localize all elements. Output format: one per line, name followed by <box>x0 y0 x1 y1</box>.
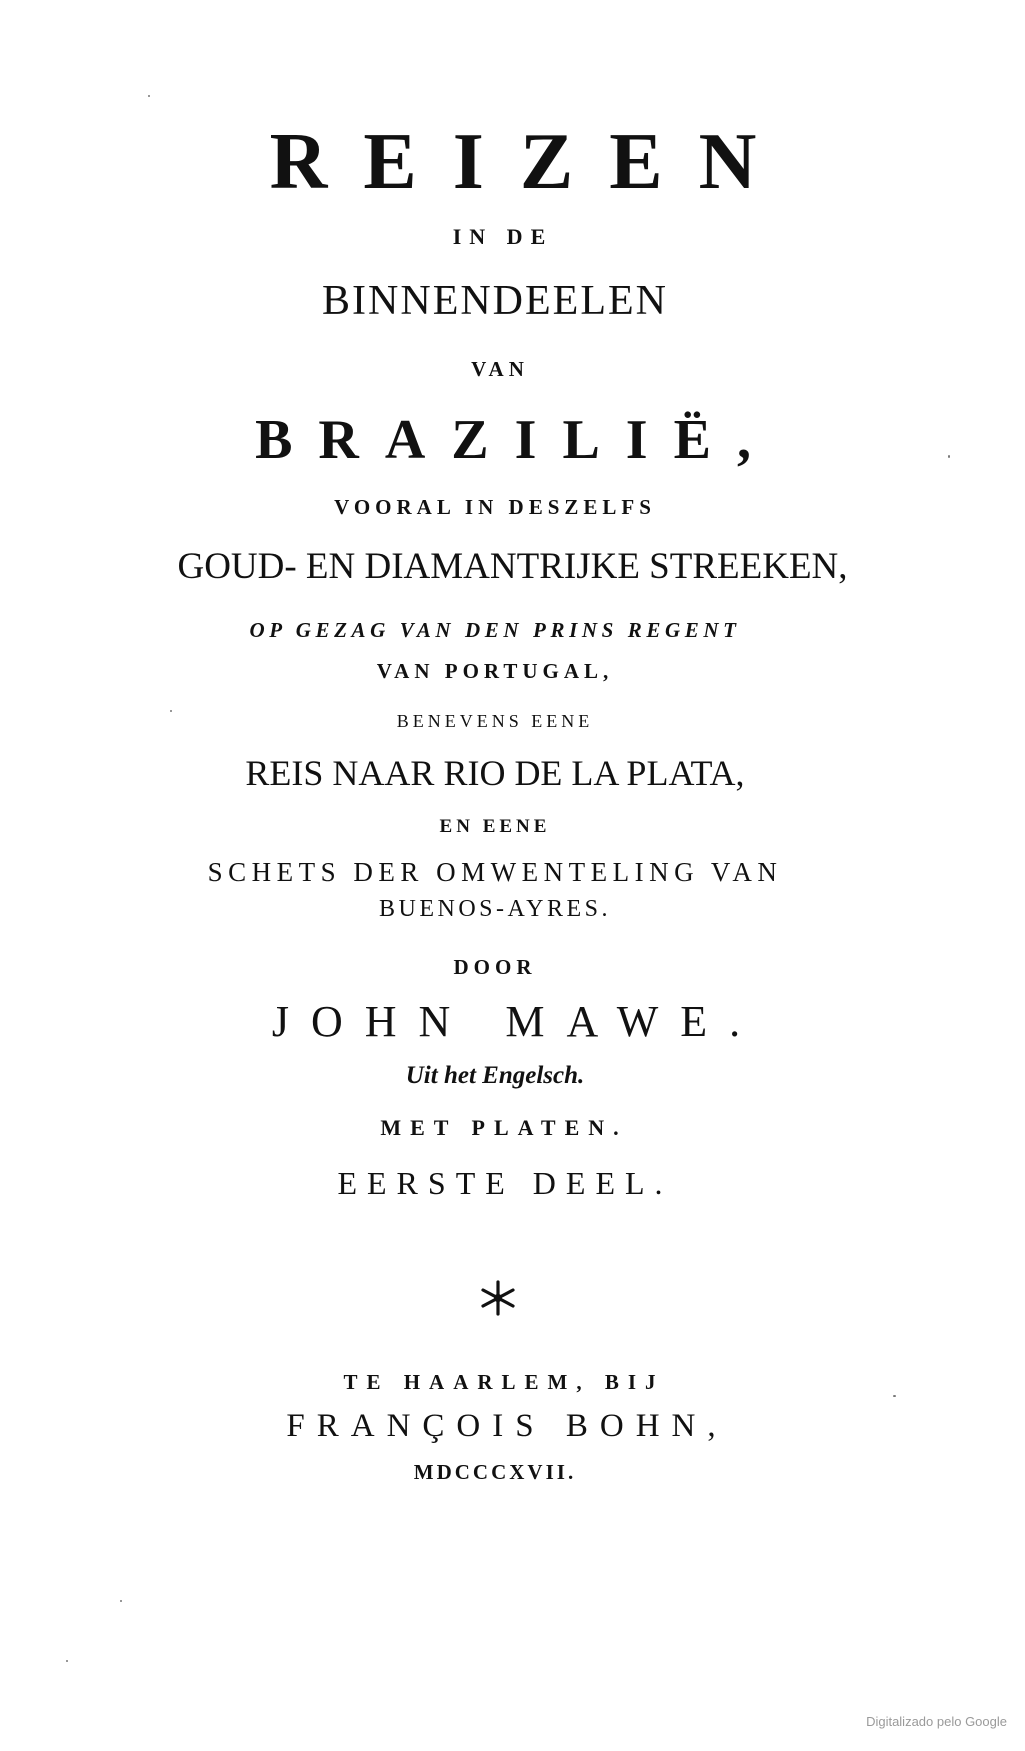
main-title: REIZEN <box>269 118 793 206</box>
subtitle-goud: GOUD- EN DIAMANTRIJKE STREEKEN, <box>177 546 848 587</box>
speck <box>120 1600 122 1602</box>
country-title: BRAZILIË, <box>255 409 777 471</box>
volume-label: EERSTE DEEL. <box>337 1165 673 1201</box>
speck <box>893 1395 896 1397</box>
speck <box>170 710 172 712</box>
author-name: JOHN MAWE. <box>271 997 763 1046</box>
speck <box>66 1660 68 1662</box>
speck <box>148 95 150 97</box>
translation-note: Uit het Engelsch. <box>405 1062 585 1089</box>
subtitle-vooral: VOORAL IN DESZELFS <box>334 495 656 519</box>
asterisk-ornament-icon <box>478 1278 518 1318</box>
plates-note: MET PLATEN. <box>380 1115 628 1140</box>
subtitle-gezag: OP GEZAG VAN DEN PRINS REGENT <box>249 618 741 642</box>
subtitle-binnendeelen: BINNENDEELEN <box>322 278 668 324</box>
google-watermark: Digitalizado pelo Google <box>866 1714 1007 1729</box>
subtitle-van: VAN <box>471 357 529 381</box>
subtitle-buenos: BUENOS-AYRES. <box>379 896 611 922</box>
subtitle-schets: SCHETS DER OMWENTELING VAN <box>207 857 783 887</box>
author-prefix: DOOR <box>453 955 537 979</box>
imprint-place: TE HAARLEM, BIJ <box>343 1370 665 1394</box>
subtitle-portugal: VAN PORTUGAL, <box>376 659 614 683</box>
imprint-publisher: FRANÇOIS BOHN, <box>286 1408 728 1444</box>
subtitle-en-eene: EN EENE <box>439 816 551 837</box>
subtitle-benevens: BENEVENS EENE <box>396 711 594 731</box>
subtitle-in-de: IN DE <box>452 224 554 249</box>
subtitle-reis: REIS NAAR RIO DE LA PLATA, <box>245 753 745 793</box>
imprint-year: MDCCCXVII. <box>413 1460 577 1484</box>
speck <box>948 455 950 458</box>
